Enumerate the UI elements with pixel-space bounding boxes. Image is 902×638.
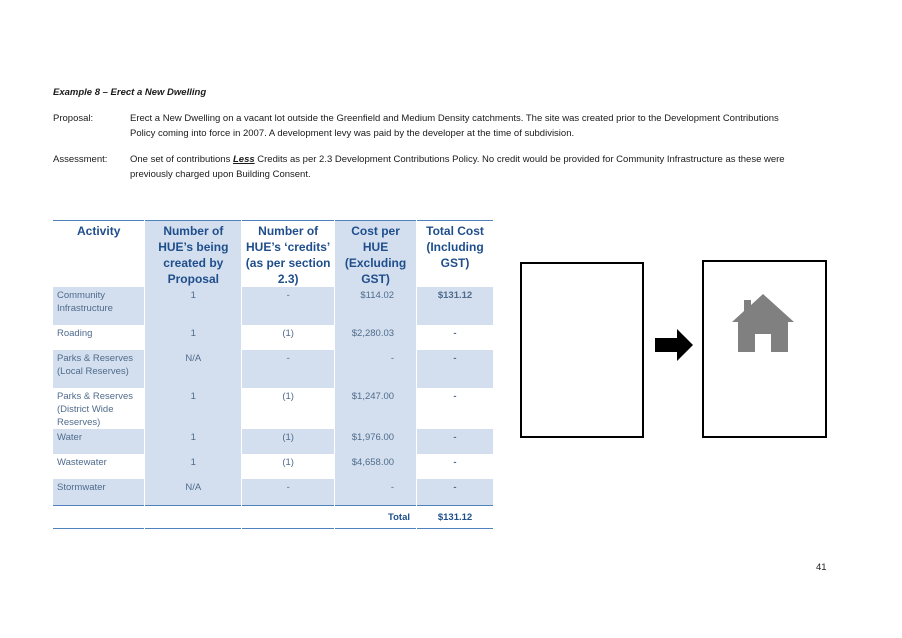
table-total-row bbox=[53, 505, 494, 528]
cell-credits: - bbox=[242, 287, 335, 325]
assessment-emphasis: Less bbox=[232, 154, 255, 165]
before-vacant-lot-frame bbox=[520, 262, 644, 438]
assessment-line-2: previously charged upon Building Consent. bbox=[130, 169, 311, 180]
assessment-line-1-end: Credits as per 2.3 Development Contributions Policy. No credit would be provided for Community Infrastructure as these were bbox=[254, 154, 785, 165]
cell-total: - bbox=[417, 429, 494, 454]
table-header-row bbox=[53, 221, 494, 288]
cell-hues: N/A bbox=[145, 479, 242, 505]
table-row bbox=[53, 429, 494, 454]
assessment-label: Assessment: bbox=[53, 154, 108, 165]
cell-cost: $2,280.03 bbox=[335, 325, 417, 350]
total-spacer bbox=[242, 505, 335, 528]
header-cost-per-hue: Cost per HUE (Excluding GST) bbox=[335, 221, 417, 288]
cell-hues: N/A bbox=[145, 350, 242, 388]
header-hues: Number of HUE’s being created by Proposal bbox=[145, 221, 242, 288]
cell-total: $131.12 bbox=[417, 287, 494, 325]
cell-activity: Parks & Reserves (District Wide Reserves) bbox=[53, 388, 145, 429]
header-credits: Number of HUE’s ‘credits’ (as per section 2.3) bbox=[242, 221, 335, 288]
cell-total: - bbox=[417, 325, 494, 350]
cell-cost: $4,658.00 bbox=[335, 454, 417, 479]
table-row bbox=[53, 388, 494, 429]
cell-cost: $1,247.00 bbox=[335, 388, 417, 429]
cell-activity: Water bbox=[53, 429, 145, 454]
cell-total: - bbox=[417, 479, 494, 505]
header-total-cost: Total Cost (Including GST) bbox=[417, 221, 494, 288]
page-number: 41 bbox=[816, 562, 827, 573]
cell-activity: Stormwater bbox=[53, 479, 145, 505]
house-icon bbox=[730, 293, 796, 353]
assessment-line-1-start: One set of contributions bbox=[130, 154, 233, 165]
cell-activity: Roading bbox=[53, 325, 145, 350]
assessment-text bbox=[130, 152, 830, 182]
example-heading: Example 8 – Erect a New Dwelling bbox=[53, 87, 207, 98]
cell-credits: (1) bbox=[242, 429, 335, 454]
proposal-line-1: Erect a New Dwelling on a vacant lot outside the Greenfield and Medium Density catchments. The site was created prior to the Development Contributions bbox=[130, 113, 779, 124]
cell-hues: 1 bbox=[145, 325, 242, 350]
proposal-line-2: Policy coming into force in 2007. A development levy was paid by the developer at the time of subdivision. bbox=[130, 128, 575, 139]
cell-cost: $114.02 bbox=[335, 287, 417, 325]
cell-hues: 1 bbox=[145, 287, 242, 325]
cell-total: - bbox=[417, 388, 494, 429]
header-activity: Activity bbox=[53, 221, 145, 288]
cell-cost: - bbox=[335, 350, 417, 388]
total-spacer bbox=[145, 505, 242, 528]
table-row bbox=[53, 350, 494, 388]
cell-cost: $1,976.00 bbox=[335, 429, 417, 454]
total-value: $131.12 bbox=[417, 505, 494, 528]
table-row bbox=[53, 454, 494, 479]
cell-activity: Parks & Reserves (Local Reserves) bbox=[53, 350, 145, 388]
cell-credits: (1) bbox=[242, 325, 335, 350]
proposal-label: Proposal: bbox=[53, 113, 94, 124]
table-row bbox=[53, 479, 494, 505]
cell-hues: 1 bbox=[145, 388, 242, 429]
cell-activity: Wastewater bbox=[53, 454, 145, 479]
total-label: Total bbox=[335, 505, 417, 528]
cell-credits: (1) bbox=[242, 388, 335, 429]
cell-credits: (1) bbox=[242, 454, 335, 479]
cell-total: - bbox=[417, 454, 494, 479]
proposal-text bbox=[130, 111, 830, 141]
table-row bbox=[53, 325, 494, 350]
cell-hues: 1 bbox=[145, 429, 242, 454]
cell-total: - bbox=[417, 350, 494, 388]
cell-hues: 1 bbox=[145, 454, 242, 479]
table-row bbox=[53, 287, 494, 325]
assessment-line-1 bbox=[130, 152, 830, 167]
cell-cost: - bbox=[335, 479, 417, 505]
cell-activity: Community Infrastructure bbox=[53, 287, 145, 325]
arrow-right-icon bbox=[655, 329, 695, 361]
contributions-table bbox=[53, 220, 494, 529]
total-spacer bbox=[53, 505, 145, 528]
cell-credits: - bbox=[242, 479, 335, 505]
cell-credits: - bbox=[242, 350, 335, 388]
